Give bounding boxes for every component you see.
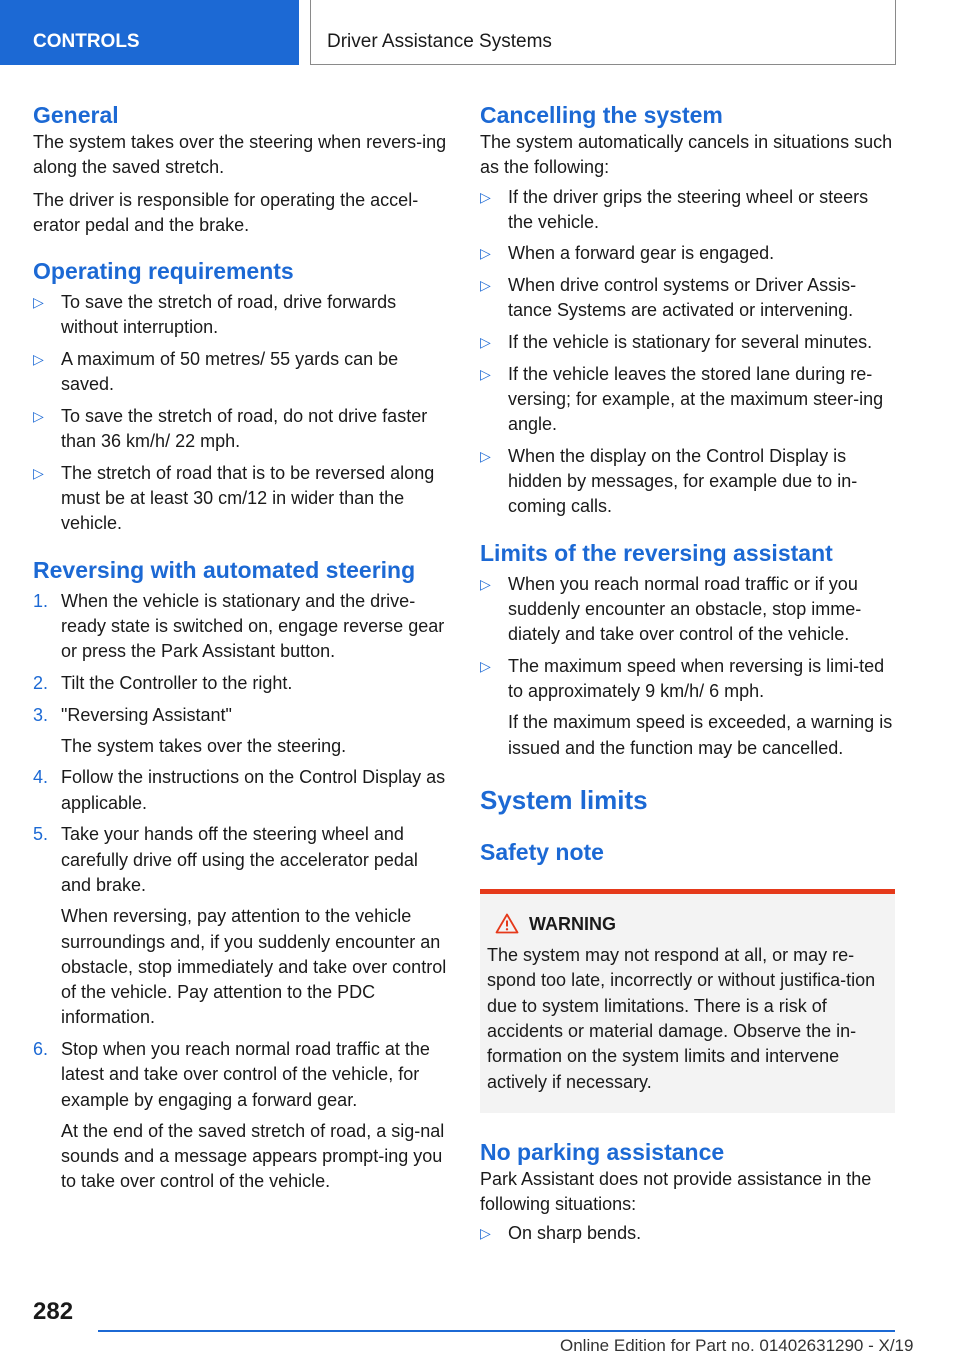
warning-box xyxy=(480,889,895,1113)
operating-requirements-heading: Operating requirements xyxy=(33,258,294,285)
list-item: ▷ When you reach normal road traffic or if you suddenly encounter an obstacle, stop imme-diately and take over control of the vehicle. xyxy=(480,573,862,645)
list-item: ▷ A maximum of 50 metres/ 55 yards can be saved. xyxy=(33,349,399,395)
step-item: 5. Take your hands off the steering wheel and carefully drive off using the accelerator pedal and brake. When reversing, pay attention to the vehicle surroundings and, if you suddenly encounter an obstacle, stop immediately and take over control of the vehicle. Pay attention to the PDC information. xyxy=(33,822,448,1030)
cancelling-list xyxy=(480,185,895,520)
triangle-bullet-icon: ▷ xyxy=(33,294,44,311)
reversing-steps xyxy=(33,589,448,1195)
right-column xyxy=(480,100,895,1253)
step-number: 2. xyxy=(33,672,49,693)
general-paragraph-2: The driver is responsible for operating the accel-erator pedal and the brake. xyxy=(33,189,419,235)
section-tab xyxy=(0,0,299,65)
triangle-bullet-icon: ▷ xyxy=(480,333,491,350)
step-item: 4. Follow the instructions on the Control Display as applicable. xyxy=(33,767,446,813)
list-item: ▷ When the display on the Control Display is hidden by messages, for example due to in-coming calls. xyxy=(480,445,858,517)
step-note: The system takes over the steering. xyxy=(61,735,347,756)
step-item: 3. "Reversing Assistant" The system takes over the steering. xyxy=(33,703,448,760)
triangle-bullet-icon: ▷ xyxy=(480,277,491,294)
no-parking-heading: No parking assistance xyxy=(480,1138,725,1165)
triangle-bullet-icon: ▷ xyxy=(480,447,491,464)
general-paragraph-1: The system takes over the steering when revers-ing along the saved stretch. xyxy=(33,132,447,178)
section-label: CONTROLS xyxy=(33,31,140,52)
warning-triangle-icon xyxy=(495,913,519,934)
triangle-bullet-icon: ▷ xyxy=(480,188,491,205)
step-number: 4. xyxy=(33,767,49,788)
warning-text: The system may not respond at all, or may re-spond too late, incorrectly or without justifica-tion due to system limitations. There is a risk of accidents or material damage. Observe the in-formation on the system limits and intervene actively if necessary. xyxy=(487,945,876,1092)
triangle-bullet-icon: ▷ xyxy=(480,657,491,674)
step-number: 3. xyxy=(33,704,49,725)
triangle-bullet-icon: ▷ xyxy=(480,1225,491,1242)
cancelling-heading: Cancelling the system xyxy=(480,102,723,128)
left-column xyxy=(33,100,448,1201)
safety-note-heading: Safety note xyxy=(480,839,604,866)
triangle-bullet-icon: ▷ xyxy=(480,245,491,262)
general-heading: General xyxy=(33,102,119,128)
edition-text: Online Edition for Part no. 01402631290 - X/19 xyxy=(560,1336,914,1355)
step-note: At the end of the saved stretch of road, a sig-nal sounds and a message appears prompt-ing you to take over control of the vehicle. xyxy=(61,1120,445,1192)
no-parking-list xyxy=(480,1221,895,1246)
page-number: 282 xyxy=(33,1298,74,1325)
limits-list xyxy=(480,572,895,761)
list-item: ▷ When a forward gear is engaged. xyxy=(480,241,895,266)
system-limits-heading: System limits xyxy=(480,785,648,816)
list-item: ▷ If the vehicle leaves the stored lane during re-versing; for example, at the maximum steer-ing angle. xyxy=(480,363,884,435)
list-item: ▷ When drive control systems or Driver Assis-tance Systems are activated or intervening. xyxy=(480,275,857,321)
chapter-title: Driver Assistance Systems xyxy=(327,31,552,52)
triangle-bullet-icon: ▷ xyxy=(480,575,491,592)
cancelling-intro: The system automatically cancels in situations such as the following: xyxy=(480,132,893,178)
chapter-title-box xyxy=(310,0,896,65)
list-item: ▷ To save the stretch of road, drive forwards without interruption. xyxy=(33,292,397,338)
operating-requirements-list xyxy=(33,290,448,537)
list-item: ▷ On sharp bends. xyxy=(480,1221,895,1246)
footer-divider xyxy=(98,1330,895,1332)
step-item: 2. Tilt the Controller to the right. xyxy=(33,671,448,696)
limits-heading: Limits of the reversing assistant xyxy=(480,539,833,566)
triangle-bullet-icon: ▷ xyxy=(480,365,491,382)
step-item: 6. Stop when you reach normal road traffic at the latest and take over control of the vehicle, for example by engaging a forward gear. At the end of the saved stretch of road, a sig-nal sounds and a message appears prompt-ing you to take over control of the vehicle. xyxy=(33,1037,448,1195)
triangle-bullet-icon: ▷ xyxy=(33,351,44,368)
list-item: ▷ The maximum speed when reversing is limi-ted to approximately 9 km/h/ 6 mph. If the maximum speed is exceeded, a warning is issued and the function may be cancelled. xyxy=(480,654,895,761)
step-number: 6. xyxy=(33,1038,49,1059)
step-number: 1. xyxy=(33,590,49,611)
list-item: ▷ If the driver grips the steering wheel or steers the vehicle. xyxy=(480,186,869,232)
reversing-heading: Reversing with automated steering xyxy=(33,556,416,583)
step-note: When reversing, pay attention to the vehicle surroundings and, if you suddenly encounter an obstacle, stop immediately and take over control of the vehicle. Pay attention to the PDC information. xyxy=(61,906,447,1028)
list-item: ▷ To save the stretch of road, do not drive faster than 36 km/h/ 22 mph. xyxy=(33,405,428,452)
warning-title: WARNING xyxy=(487,912,887,937)
list-item: ▷ The stretch of road that is to be reversed along must be at least 30 cm/12 in wider than the vehicle. xyxy=(33,462,435,534)
list-item: ▷ If the vehicle is stationary for several minutes. xyxy=(480,330,895,355)
step-item: 1. When the vehicle is stationary and the drive-ready state is switched on, engage reverse gear or press the Park Assistant button. xyxy=(33,590,445,662)
list-item-note: If the maximum speed is exceeded, a warning is issued and the function may be cancelled. xyxy=(508,712,893,758)
triangle-bullet-icon: ▷ xyxy=(33,407,44,424)
no-parking-intro: Park Assistant does not provide assistance in the following situations: xyxy=(480,1168,872,1215)
triangle-bullet-icon: ▷ xyxy=(33,464,44,481)
step-number: 5. xyxy=(33,824,49,845)
